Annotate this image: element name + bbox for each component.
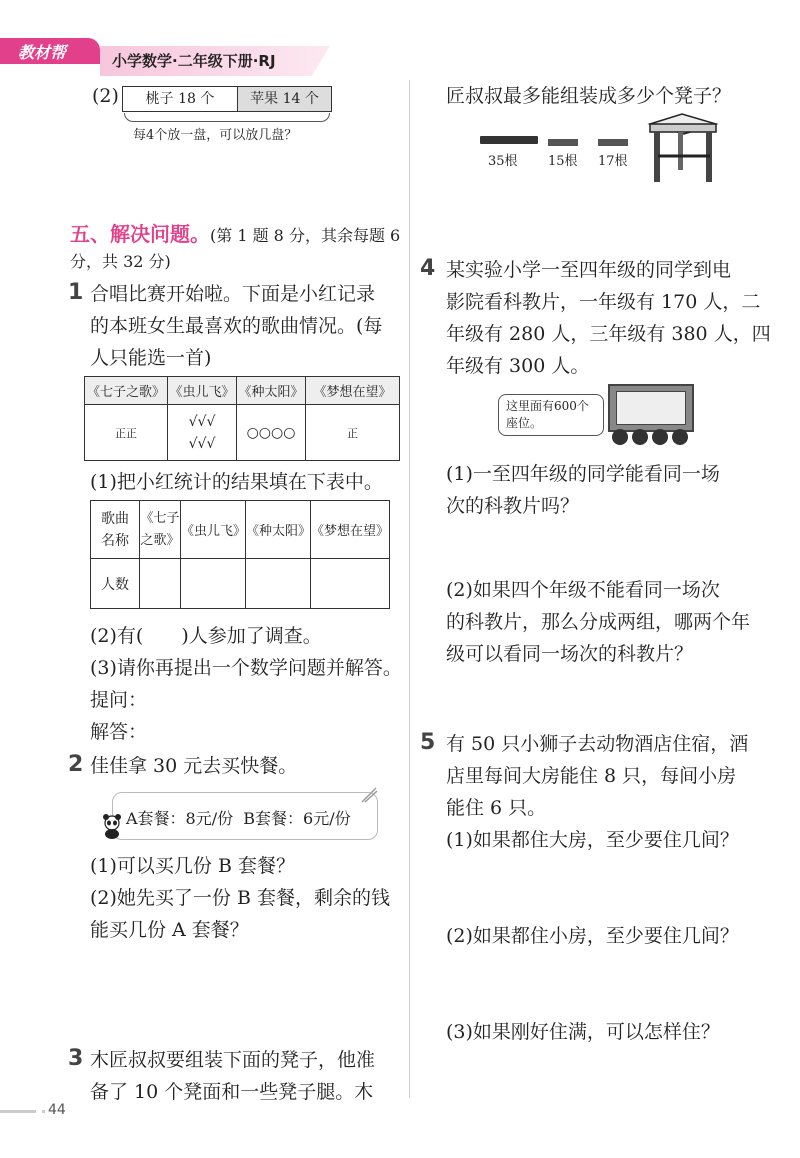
carry-box <box>122 86 332 112</box>
tally-mark-4: 正 <box>306 405 400 461</box>
carry-label: (2) <box>92 85 119 107</box>
q4-number: 4 <box>420 256 436 281</box>
column-divider <box>409 80 410 1098</box>
header-brand: 教材帮 <box>18 43 67 62</box>
q1-part-3: (3)请你再提出一个数学问题并解答。 <box>90 657 402 679</box>
result-count-1[interactable] <box>140 559 181 609</box>
tally-song-2: 《虫儿飞》 <box>168 377 237 405</box>
result-table <box>90 500 390 609</box>
q4-text-2: 影院看科教片，一年级有 170 人，二 <box>446 291 761 313</box>
stick-short-label: 17根 <box>598 154 628 169</box>
result-count-2[interactable] <box>181 559 246 609</box>
result-count-3[interactable] <box>246 559 311 609</box>
q4-part-2b: 的科教片，那么分成两组，哪两个年 <box>446 611 751 633</box>
q2-part-2b: 能买几份 A 套餐？ <box>90 919 249 941</box>
chopsticks-icon <box>360 786 378 804</box>
q4-part-2a: (2)如果四个年级不能看同一场次 <box>446 579 720 601</box>
result-header-song-1: 歌曲 <box>101 510 129 527</box>
q5-number: 5 <box>420 730 436 755</box>
q2-part-1: (1)可以买几份 B 套餐？ <box>90 855 295 877</box>
tally-checks-row1: √√√ <box>188 413 216 430</box>
q1-answer: 解答： <box>90 721 148 743</box>
header-subtitle: 小学数学·二年级下册·RJ <box>112 52 276 70</box>
q5-part-2: (2)如果都住小房，至少要住几间？ <box>446 925 739 947</box>
q5-text-3: 能住 6 只。 <box>446 797 547 819</box>
q4-part-1b: 次的科教片吗？ <box>446 495 580 517</box>
stick-long-label: 35根 <box>488 154 518 169</box>
cinema-seats-icon <box>606 426 696 448</box>
stool-icon <box>644 110 720 186</box>
section-note-2: 分，共 32 分) <box>70 252 171 271</box>
q2-text: 佳佳拿 30 元去买快餐。 <box>90 755 298 777</box>
result-song-1a: 《七子 <box>140 510 180 526</box>
result-header-count: 人数 <box>91 559 140 609</box>
q1-text-2: 的本班女生最喜欢的歌曲情况。(每 <box>90 315 383 337</box>
q4-text-3: 年级有 280 人，三年级有 380 人，四 <box>446 323 771 345</box>
panda-icon <box>100 814 124 840</box>
result-count-4[interactable] <box>311 559 390 609</box>
result-song-2: 《虫儿飞》 <box>181 501 246 559</box>
tally-mark-3: ○○○○ <box>237 405 306 461</box>
result-song-1b: 之歌》 <box>140 532 180 548</box>
cinema-screen <box>608 384 694 432</box>
speech-bubble-text-1: 这里面有600个 <box>506 399 589 413</box>
result-header-song-2: 名称 <box>101 532 129 549</box>
q4-text-1: 某实验小学一至四年级的同学到电 <box>446 259 732 281</box>
carry-box-apple: 苹果 14 个 <box>238 87 331 111</box>
speech-bubble-text-2: 座位。 <box>506 416 543 430</box>
q1-ask: 提问： <box>90 689 148 711</box>
result-song-4: 《梦想在望》 <box>311 501 390 559</box>
q5-part-1: (1)如果都住大房，至少要住几间？ <box>446 829 739 851</box>
result-song-3: 《种太阳》 <box>246 501 311 559</box>
footer-dot <box>42 1110 45 1113</box>
q5-part-3: (3)如果刚好住满，可以怎样住？ <box>446 1021 720 1043</box>
q1-text-3: 人只能选一首) <box>90 347 212 369</box>
footer-rule <box>0 1110 36 1113</box>
carry-box-peach: 桃子 18 个 <box>123 87 238 111</box>
stick-long <box>480 136 538 144</box>
q4-text-4: 年级有 300 人。 <box>446 355 590 377</box>
tally-checks-row2: √√√ <box>188 435 216 452</box>
q3-text-1: 木匠叔叔要组装下面的凳子，他准 <box>90 1049 376 1071</box>
menu-text: A套餐：8元/份 B套餐：6元/份 <box>126 809 351 828</box>
tally-song-4: 《梦想在望》 <box>306 377 400 405</box>
stick-mid-label: 15根 <box>548 154 578 169</box>
stick-short <box>598 139 628 146</box>
tally-table <box>84 376 400 461</box>
q1-number: 1 <box>68 280 84 305</box>
q2-part-2a: (2)她先买了一份 B 套餐，剩余的钱 <box>90 887 390 909</box>
tally-song-1: 《七子之歌》 <box>85 377 168 405</box>
q5-text-2: 店里每间大房能住 8 只，每间小房 <box>446 765 737 787</box>
q1-text-1: 合唱比赛开始啦。下面是小红记录 <box>90 283 376 305</box>
stick-mid <box>548 139 578 146</box>
tally-song-3: 《种太阳》 <box>237 377 306 405</box>
q1-part-2: (2)有( )人参加了调查。 <box>90 625 322 647</box>
page-number: 44 <box>48 1102 66 1118</box>
q1-part-1: (1)把小红统计的结果填在下表中。 <box>90 471 383 493</box>
tally-mark-2 <box>168 405 237 461</box>
q3-number: 3 <box>68 1046 84 1071</box>
q2-number: 2 <box>68 752 84 777</box>
section-note: (第 1 题 8 分，其余每题 6 <box>210 226 401 245</box>
q5-text-1: 有 50 只小狮子去动物酒店住宿，酒 <box>446 733 749 755</box>
result-song-1 <box>140 501 181 559</box>
q4-part-1a: (1)一至四年级的同学能看同一场 <box>446 463 720 485</box>
carry-brace <box>124 113 330 122</box>
q3-text-3: 匠叔叔最多能组装成多少个凳子？ <box>446 85 732 107</box>
tally-mark-1: 正正 <box>85 405 168 461</box>
result-header-song <box>91 501 140 559</box>
q3-text-2: 备了 10 个凳面和一些凳子腿。木 <box>90 1081 374 1103</box>
q4-part-2c: 级可以看同一场次的科教片？ <box>446 643 694 665</box>
carry-caption: 每4个放一盘，可以放几盘？ <box>133 128 298 143</box>
section-title: 五、解决问题。 <box>70 222 210 246</box>
section-heading <box>70 218 400 252</box>
